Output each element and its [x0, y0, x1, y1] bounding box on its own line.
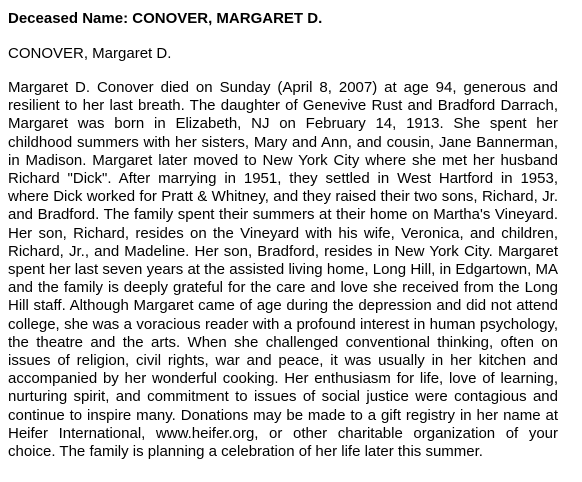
obituary-text: Margaret D. Conover died on Sunday (April 8, 2007) at age 94, generous and resilient to her last breath. The daughter of Genevive Rust and Bradford Darrach, Margaret was born in Elizabeth, NJ on February 14, 1913. She spent her childhood summers with her sisters, Mary and Ann, and cousin, Jane Bannerman, in Madison. Margaret later moved to New York City where she met her husband Richard "Dick". After marrying in 1951, they settled in West Hartford in 1953, where Dick worked for Pratt & Whitney, and they raised their two sons, Richard, Jr. and Bradford. The family spent their summers at their home on Martha's Vineyard. Her son, Richard, resides on the Vineyard with his wife, Veronica, and children, Richard, Jr., and Madeline. Her son, Bradford, resides in New York City. Margaret spent her last seven years at the assisted living home, Long Hill, in Edgartown, MA and the family is deeply grateful for the care and love she received from the Long Hill staff. Although Margaret came of age during the depression and did not attend college, she was a voracious reader with a profound interest in human psychology, the theatre and the arts. When she challenged conventional thinking, often on issues of religion, civil rights, war and peace, it was usually in her kitchen and accompanied by her wonderful cooking. Her enthusiasm for life, love of learning, nurturing spirit, and commitment to issues of social justice were contagious and continue to inspire many. Donations may be made to a gift registry in her name at Heifer International, www.heifer.org, or other charitable organization of your choice. The family is planning a celebration of her life later this summer. — [8, 79, 558, 461]
deceased-name-heading: Deceased Name: CONOVER, MARGARET D. — [8, 10, 323, 27]
deceased-name-line: CONOVER, Margaret D. — [8, 45, 172, 62]
